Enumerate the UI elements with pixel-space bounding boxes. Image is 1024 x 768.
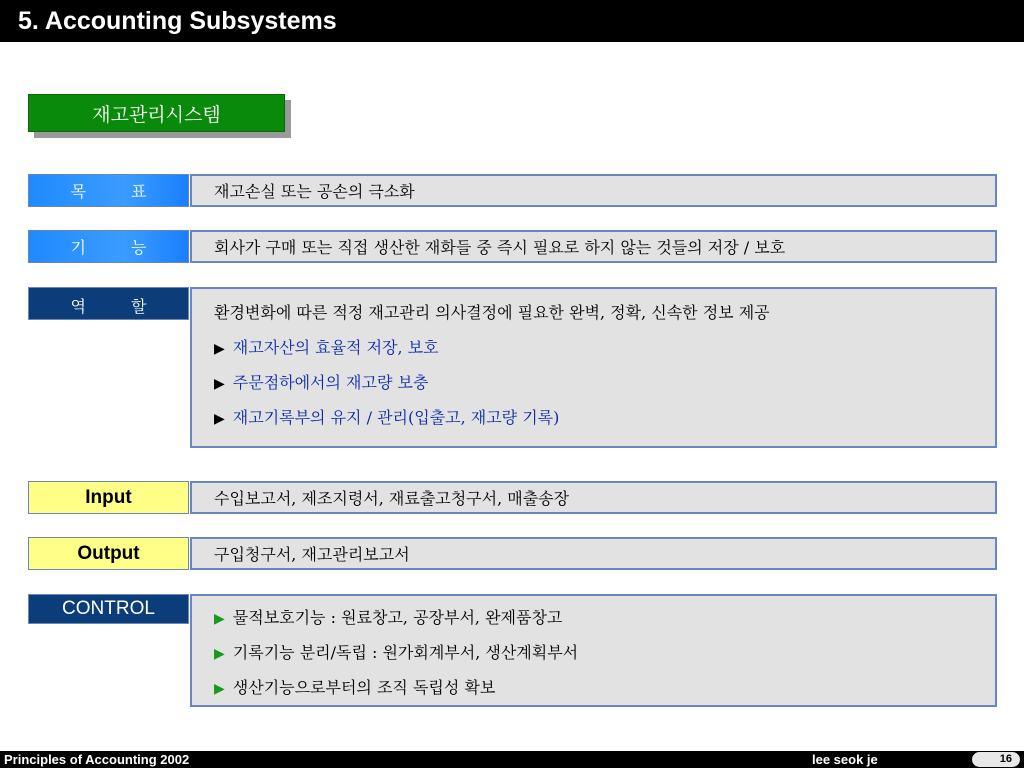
output-row: [28, 537, 997, 570]
goal-text: 재고손실 또는 공손의 극소화: [214, 182, 415, 201]
role-label: 역 할: [28, 287, 189, 320]
triangle-bullet-icon: ▶: [214, 681, 225, 697]
output-text: 구입청구서, 재고관리보고서: [214, 545, 410, 564]
control-bullet-text: 물적보호기능 : 원료창고, 공장부서, 완제품창고: [232, 608, 563, 627]
footer-bar: [0, 751, 1024, 768]
control-content: [190, 594, 997, 707]
function-content: [190, 230, 997, 263]
triangle-bullet-icon: ▶: [214, 611, 225, 627]
input-text: 수입보고서, 제조지령서, 재료출고청구서, 매출송장: [214, 489, 570, 508]
role-bullet-text: 재고기록부의 유지 / 관리(입출고, 재고량 기록): [232, 408, 560, 427]
page-number-badge: 16: [972, 752, 1020, 767]
function-label: 기 능: [28, 230, 189, 263]
goal-label: 목 표: [28, 174, 189, 207]
output-label: Output: [28, 537, 189, 570]
function-text: 회사가 구매 또는 직접 생산한 재화들 중 즉시 필요로 하지 않는 것들의 저장 / 보호: [214, 238, 786, 257]
goal-row: [28, 174, 997, 207]
input-content: [190, 481, 997, 514]
slide-number: 5.: [18, 7, 39, 35]
triangle-bullet-icon: ▶: [214, 646, 225, 662]
role-line: [214, 303, 995, 338]
input-label: Input: [28, 481, 189, 514]
role-bullet-text: 재고자산의 효율적 저장, 보호: [232, 338, 439, 357]
role-bullet-text: 주문점하에서의 재고량 보충: [232, 373, 429, 392]
input-row: [28, 481, 997, 514]
footer-author: lee seok je: [812, 752, 878, 767]
footer-course: Principles of Accounting 2002: [4, 752, 190, 767]
control-row: [28, 594, 997, 707]
control-bullet-item: [214, 643, 995, 678]
slide-title: Accounting Subsystems: [44, 7, 337, 35]
control-bullet-text: 기록기능 분리/독립 : 원가회계부서, 생산계획부서: [232, 643, 579, 662]
role-line-text: 환경변화에 따른 적정 재고관리 의사결정에 필요한 완벽, 정확, 신속한 정보 제공: [214, 303, 770, 322]
role-bullet-item: [214, 408, 995, 443]
triangle-bullet-icon: ▶: [214, 341, 225, 357]
role-bullet-item: [214, 338, 995, 373]
control-label: CONTROL: [28, 594, 189, 624]
role-bullet-item: [214, 373, 995, 408]
section-subtitle: 재고관리시스템: [28, 94, 285, 132]
control-bullet-item: [214, 678, 995, 713]
triangle-bullet-icon: ▶: [214, 376, 225, 392]
role-content: [190, 287, 997, 448]
control-bullet-text: 생산기능으로부터의 조직 독립성 확보: [232, 678, 496, 697]
output-content: [190, 537, 997, 570]
triangle-bullet-icon: ▶: [214, 411, 225, 427]
function-row: [28, 230, 997, 263]
goal-content: [190, 174, 997, 207]
slide-title-bar: [0, 0, 1024, 42]
role-row: [28, 287, 997, 448]
control-bullet-item: [214, 608, 995, 643]
